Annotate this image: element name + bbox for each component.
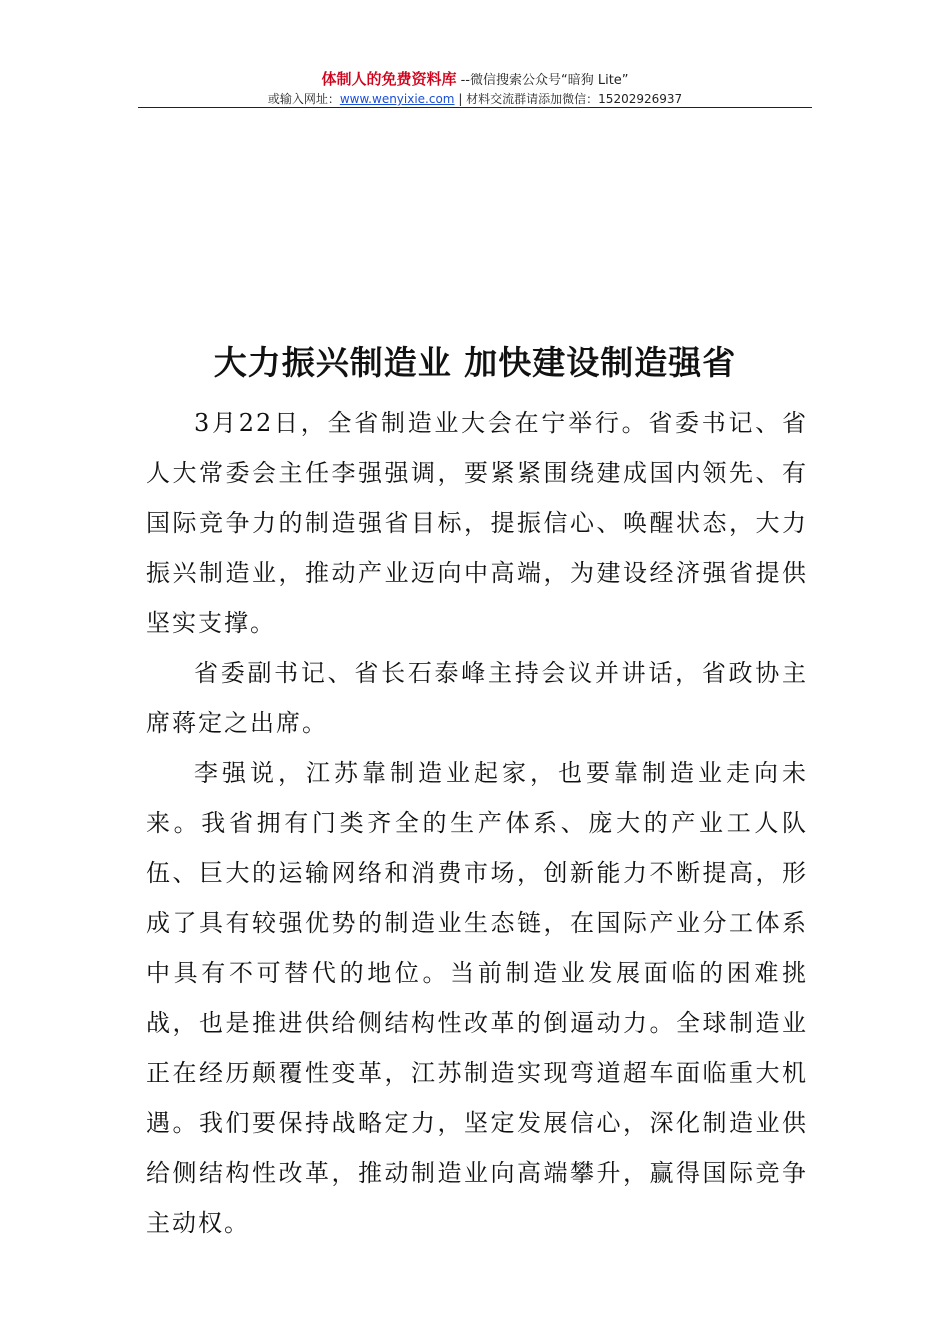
header-divider: [138, 107, 812, 108]
brand-name: 体制人的免费资料库: [321, 70, 457, 88]
paragraph-3: 李强说，江苏靠制造业起家，也要靠制造业走向未来。我省拥有门类齐全的生产体系、庞大的产业工人队伍、巨大的运输网络和消费市场，创新能力不断提高，形成了具有较强优势的制造业生态链，在国际产业分工体系中具有不可替代的地位。当前制造业发展面临的困难挑战，也是推进供给侧结构性改革的倒逼动力。全球制造业正在经历颠覆性变革，江苏制造实现弯道超车面临重大机遇。我们要保持战略定力，坚定发展信心，深化制造业供给侧结构性改革，推动制造业向高端攀升，赢得国际竞争主动权。: [146, 759, 808, 1237]
header-brand-line: [138, 70, 812, 90]
website-link[interactable]: www.wenyixie.com: [339, 92, 455, 106]
url-prefix: 或输入网址：: [267, 92, 340, 106]
paragraph-2: 省委副书记、省长石泰峰主持会议并讲话，省政协主席蒋定之出席。: [146, 659, 808, 737]
article-title: 大力振兴制造业 加快建设制造强省: [213, 343, 737, 383]
paragraph-1: 3月22日，全省制造业大会在宁举行。省委书记、省人大常委会主任李强强调，要紧紧围绕建成国内领先、有国际竞争力的制造强省目标，提振信心、唤醒状态，大力振兴制造业，推动产业迈向中高端，为建设经济强省提供坚实支撑。: [146, 409, 808, 637]
contact-info: | 材料交流群请添加微信：15202926937: [454, 92, 683, 106]
article-body: [146, 398, 808, 1248]
header-tagline: --微信搜索公众号“暗狗 Lite”: [460, 73, 629, 88]
page-header: [138, 70, 812, 108]
header-contact-line: [138, 90, 812, 108]
